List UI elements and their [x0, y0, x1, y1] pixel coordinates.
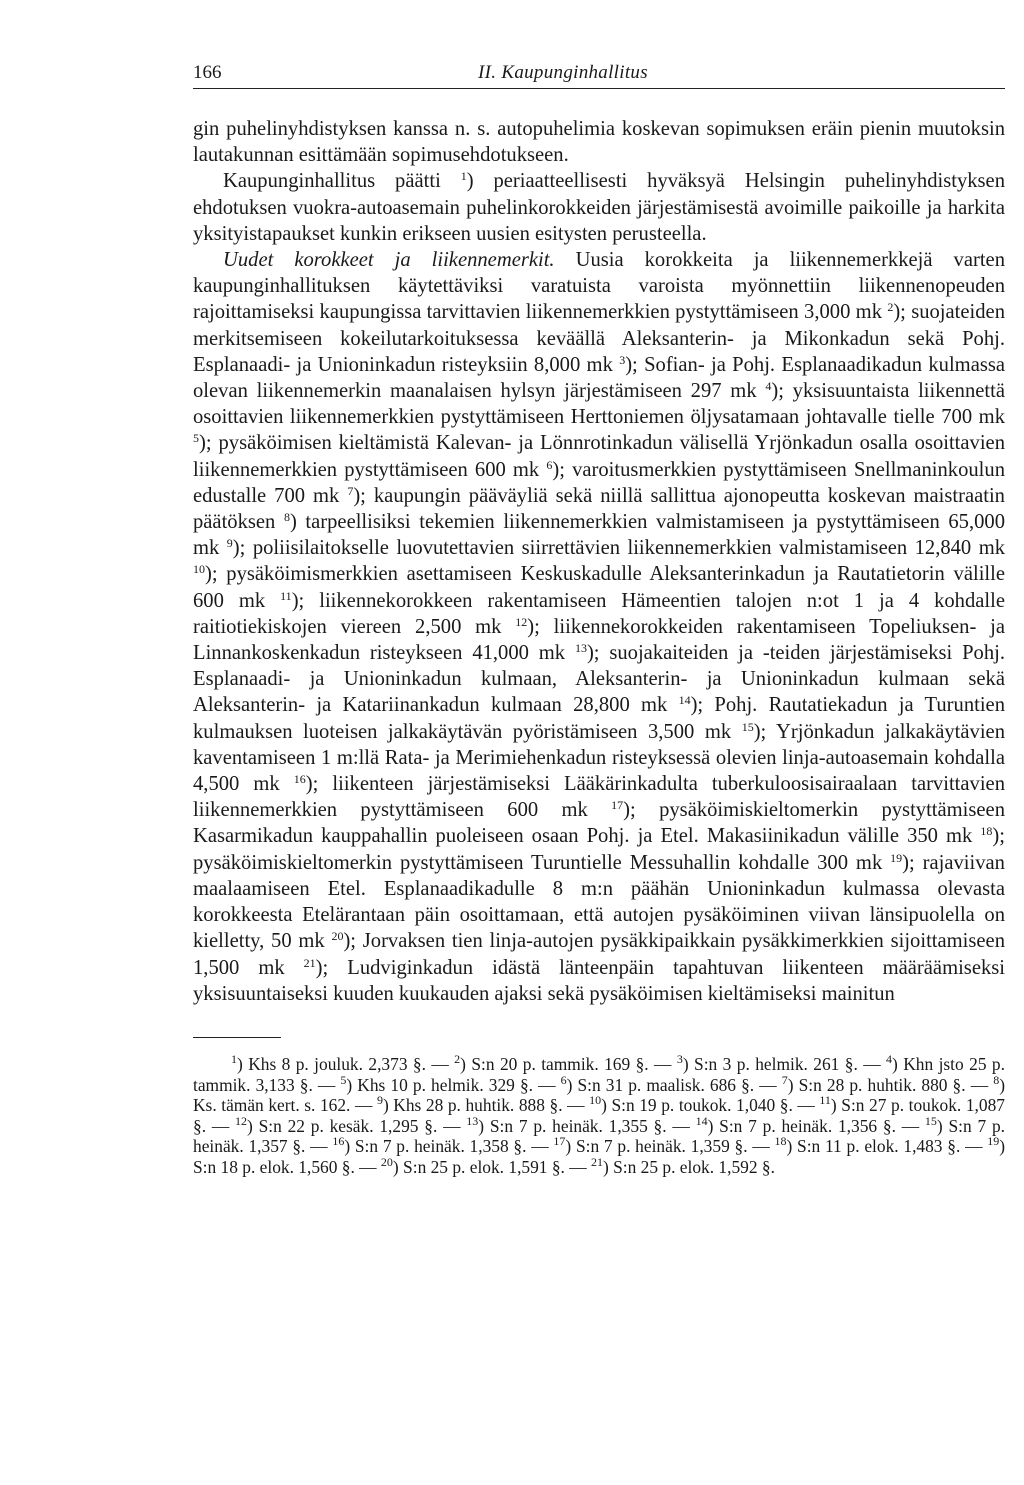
paragraph-3-segment: ); yksisuuntaista liikennettä osoittavien liikennemerkkien pystyttämiseen Herttoniemen öljysatamaan johtavalle tielle 700 mk [193, 380, 1005, 429]
footnote-text-17: ) S:n 7 p. heinäk. 1,359 §. — [565, 1136, 775, 1157]
footnote-mark-19: 19 [987, 1134, 1000, 1149]
footnote-ref-5: 5 [193, 431, 199, 446]
paragraph-3-segment: ); liikennekorokkeiden rakentamiseen Topeliuksen- ja Linnankoskenkadun risteykseen 41,000 mk [193, 615, 1006, 665]
footnote-mark-6: 6 [560, 1072, 567, 1087]
footnote-mark-2: 2 [454, 1051, 461, 1066]
body-text [193, 116, 1005, 1007]
paragraph-3-segment: ); Sofian- ja Pohj. Esplanaadikadun kulmassa olevan liikennemerkin maanalaisen hylsyn järjestämiseen 297 mk [193, 353, 1006, 403]
footnote-mark-5: 5 [340, 1072, 347, 1087]
paragraph-3-segment: ); Ludviginkadun idästä länteenpäin tapahtuvan liikenteen määräämiseksi yksisuuntaiseksi kuuden kuukauden ajaksi sekä pysäköimisen kieltämiseksi mainitun [193, 956, 1005, 1005]
paragraph-3-segment: ); suojateiden merkitsemiseen kokeilutarkoituksessa keväällä Aleksanterin- ja Mikonkadun sekä Pohj. Esplanaadi- ja Unioninkadun risteyksiin 8,000 mk [193, 301, 1005, 376]
document-page [193, 58, 1005, 1177]
footnote-mark-18: 18 [774, 1134, 787, 1149]
footnote-text-1: ) Khs 8 p. jouluk. 2,373 §. — [237, 1053, 455, 1074]
footnote-mark-20: 20 [380, 1154, 393, 1169]
footnote-text-6: ) S:n 31 p. maalisk. 686 §. — [566, 1074, 782, 1095]
running-head: II. Kaupunginhallitus [478, 62, 648, 83]
paragraph-3-segment: ); kaupungin pääväyliä sekä niillä sallittua ajonopeutta koskevan maistraatin päätöksen [193, 484, 1005, 534]
footnote-ref-9: 9 [226, 536, 233, 551]
footnote-mark-4: 4 [886, 1051, 893, 1066]
footnote-text-18: ) S:n 11 p. elok. 1,483 §. — [786, 1136, 988, 1157]
footnote-mark-15: 15 [924, 1113, 937, 1128]
footnote-ref-18: 18 [980, 824, 993, 839]
paragraph-3-segment: ); rajaviivan maalaamiseen Etel. Esplanaadikadulle 8 m:n päähän Unioninkadun kulmassa olevasta korokkeesta Etelärantaan päin osoittamaan, että autojen pysäköiminen viivan länsipuolella on kielletty, 50 mk [193, 851, 1005, 953]
footnote-ref-1: 1 [460, 169, 467, 184]
paragraph-3-segment: ); pysäköimisen kieltämistä Kalevan- ja Lönnrotinkadun välisellä Yrjönkadun osalla osoittavien liikennemerkkien pystyttämiseen 600 mk [193, 432, 1005, 481]
footnote-mark-1: 1 [231, 1051, 237, 1066]
paragraph-1-text: gin puhelinyhdistyksen kanssa n. s. autopuhelimia koskevan sopimuksen eräin pienin muutoksin lautakunnan esittämään sopimusehdotukseen. [193, 118, 1005, 167]
footnote-text-7: ) S:n 28 p. huhtik. 880 §. — [787, 1074, 994, 1095]
footnote-list [193, 1051, 1006, 1178]
footnote-mark-16: 16 [332, 1134, 345, 1149]
paragraph-3-segment: ) tarpeellisiksi tekemien liikennemerkkien valmistamiseen ja pystyttämiseen 65,000 mk [193, 511, 1005, 560]
footnote-text-9: ) Khs 28 p. huhtik. 888 §. — [382, 1095, 590, 1116]
footnote-mark-8: 8 [993, 1072, 1000, 1087]
paragraph-3-segment: ); poliisilaitokselle luovutettavien siirrettävien liikennemerkkien valmistamiseen 12,840 mk [232, 537, 1006, 560]
paragraph-3-segment: ); liikennekorokkeen rakentamiseen Hämeentien talojen n:ot 1 ja 4 kohdalle raitiotiekiskojen viereen 2,500 mk [193, 589, 1005, 638]
footnote-ref-11: 11 [280, 588, 292, 603]
footnote-mark-21: 21 [590, 1154, 603, 1169]
footnotes [193, 1051, 1006, 1178]
footnote-ref-19: 19 [890, 850, 903, 865]
footnote-mark-17: 17 [553, 1134, 566, 1149]
footnote-text-20: ) S:n 25 p. elok. 1,591 §. — [392, 1156, 591, 1177]
footnote-text-13: ) S:n 7 p. heinäk. 1,355 §. — [478, 1115, 696, 1136]
footnote-ref-15: 15 [741, 719, 754, 734]
paragraph-3-segment: Uusia korokkeita ja liikennemerkkejä varten kaupunginhallituksen käytettäviksi varatuista varoista myönnettiin liikennenopeuden rajoittamiseksi kaupungissa tarvittavien liikennemerkkien pystyttämiseen 3,000 mk [193, 249, 1005, 324]
footnote-text-8: ) Ks. tämän kert. s. 162. — [193, 1074, 1005, 1116]
footnote-text-19: ) S:n 18 p. elok. 1,560 §. — [193, 1136, 1006, 1177]
footnote-mark-13: 13 [466, 1113, 479, 1128]
footnote-mark-9: 9 [376, 1093, 383, 1108]
footnote-mark-10: 10 [589, 1093, 602, 1108]
paragraph-3-segment: ); liikenteen järjestämiseksi Lääkärinkadulta tuberkuloosisairaalaan tarvittavien liikennemerkkien pystyttämiseen 600 mk [193, 773, 1005, 822]
footnote-text-15: ) S:n 7 p. heinäk. 1,357 §. — [193, 1115, 1005, 1157]
footnote-ref-13: 13 [574, 641, 587, 656]
footnote-text-10: ) S:n 19 p. toukok. 1,040 §. — [601, 1095, 820, 1116]
paragraph-3-segment: ); varoitusmerkkien pystyttämiseen Snellmaninkoulun edustalle 700 mk [193, 458, 1005, 507]
footnote-text-21: ) S:n 25 p. elok. 1,592 §. [602, 1156, 775, 1177]
paragraph-3 [193, 247, 1005, 1007]
footnote-ref-16: 16 [293, 772, 306, 787]
footnote-ref-17: 17 [611, 798, 624, 813]
section-subheading: Uudet korokkeet ja liikennemerkit. [223, 249, 555, 272]
paragraph-3-segment: ); Yrjönkadun jalkakäytävien kaventamiseen 1 m:llä Rata- ja Merimiehenkadun risteyksessä olevien linja-autoasemain kohdalla 4,500 mk [193, 720, 1005, 796]
footnote-text-11: ) S:n 27 p. toukok. 1,087 §. — [193, 1095, 1005, 1136]
paragraph-2 [193, 168, 1005, 247]
footnote-text-12: ) S:n 22 p. kesäk. 1,295 §. — [247, 1115, 467, 1136]
paragraph-3-segment: ); suojakaiteiden ja -teiden järjestämiseksi Pohj. Esplanaadi- ja Unioninkadun kulmaan, Aleksanterin- ja Unioninkadun kulmaan sekä Aleksanterin- ja Katariinankadun kulmaan 28,800 mk [193, 642, 1005, 717]
footnote-mark-7: 7 [781, 1072, 788, 1087]
paragraph-3-segment: ); Jorvaksen tien linja-autojen pysäkkipaikkain pysäkkimerkkien sijoittamiseen 1,500 mk [193, 930, 1005, 979]
footnote-text-14: ) S:n 7 p. heinäk. 1,356 §. — [707, 1115, 925, 1136]
footnote-text-4: ) Khn jsto 25 p. tammik. 3,133 §. — [193, 1053, 1005, 1095]
footnote-ref-21: 21 [303, 955, 316, 970]
paragraph-2-text-b: ) periaatteellisesti hyväksyä Helsingin puhelinyhdistyksen ehdotuksen vuokra-autoasemain puhelinkorokkeiden järjestämisestä avoimille paikoille ja harkita yksityistapaukset kunkin erikseen uusien esitysten perusteella. [193, 170, 1005, 245]
footnote-ref-2: 2 [887, 300, 894, 315]
footnote-mark-3: 3 [676, 1051, 683, 1066]
paragraph-3-segment: ); Pohj. Rautatiekadun ja Turuntien kulmauksen luoteisen jalkakäytävän pyöristämiseen 3,500 mk [193, 694, 1005, 743]
paragraph-3-segment: ); pysäköimiskieltomerkin pystyttämiseen Turuntielle Messuhallin kohdalle 300 mk [193, 825, 1005, 874]
page-number: 166 [193, 62, 222, 83]
footnote-ref-7: 7 [347, 483, 354, 498]
footnote-text-16: ) S:n 7 p. heinäk. 1,358 §. — [344, 1136, 554, 1157]
footnote-ref-12: 12 [515, 614, 528, 629]
footnote-mark-14: 14 [695, 1113, 708, 1128]
footnote-ref-3: 3 [619, 352, 626, 367]
footnote-ref-14: 14 [678, 693, 691, 708]
footnote-mark-12: 12 [235, 1113, 248, 1128]
footnote-ref-20: 20 [331, 929, 344, 944]
page-header [193, 58, 1005, 89]
paragraph-3-segment: ); pysäköimismerkkien asettamiseen Keskuskadulle Aleksanterinkadun ja Rautatietorin välille 600 mk [193, 563, 1005, 612]
footnote-ref-6: 6 [546, 457, 553, 472]
footnote-ref-4: 4 [765, 379, 772, 394]
footnote-divider [193, 1037, 281, 1038]
footnote-text-5: ) Khs 10 p. helmik. 329 §. — [346, 1074, 561, 1095]
paragraph-1 [193, 116, 1005, 168]
footnote-ref-10: 10 [193, 562, 205, 577]
footnote-ref-8: 8 [283, 510, 290, 525]
paragraph-3-segment: ); pysäköimiskieltomerkin pystyttämiseen Kasarmikadun kauppahallin puoleiseen osaan Pohj. ja Etel. Makasiinikadun välille 350 mk [193, 799, 1005, 848]
footnote-mark-11: 11 [819, 1093, 831, 1108]
footnote-text-2: ) S:n 20 p. tammik. 169 §. — [460, 1053, 677, 1074]
footnote-text-3: ) S:n 3 p. helmik. 261 §. — [682, 1053, 887, 1074]
paragraph-2-text-a: Kaupunginhallitus päätti [223, 170, 441, 193]
